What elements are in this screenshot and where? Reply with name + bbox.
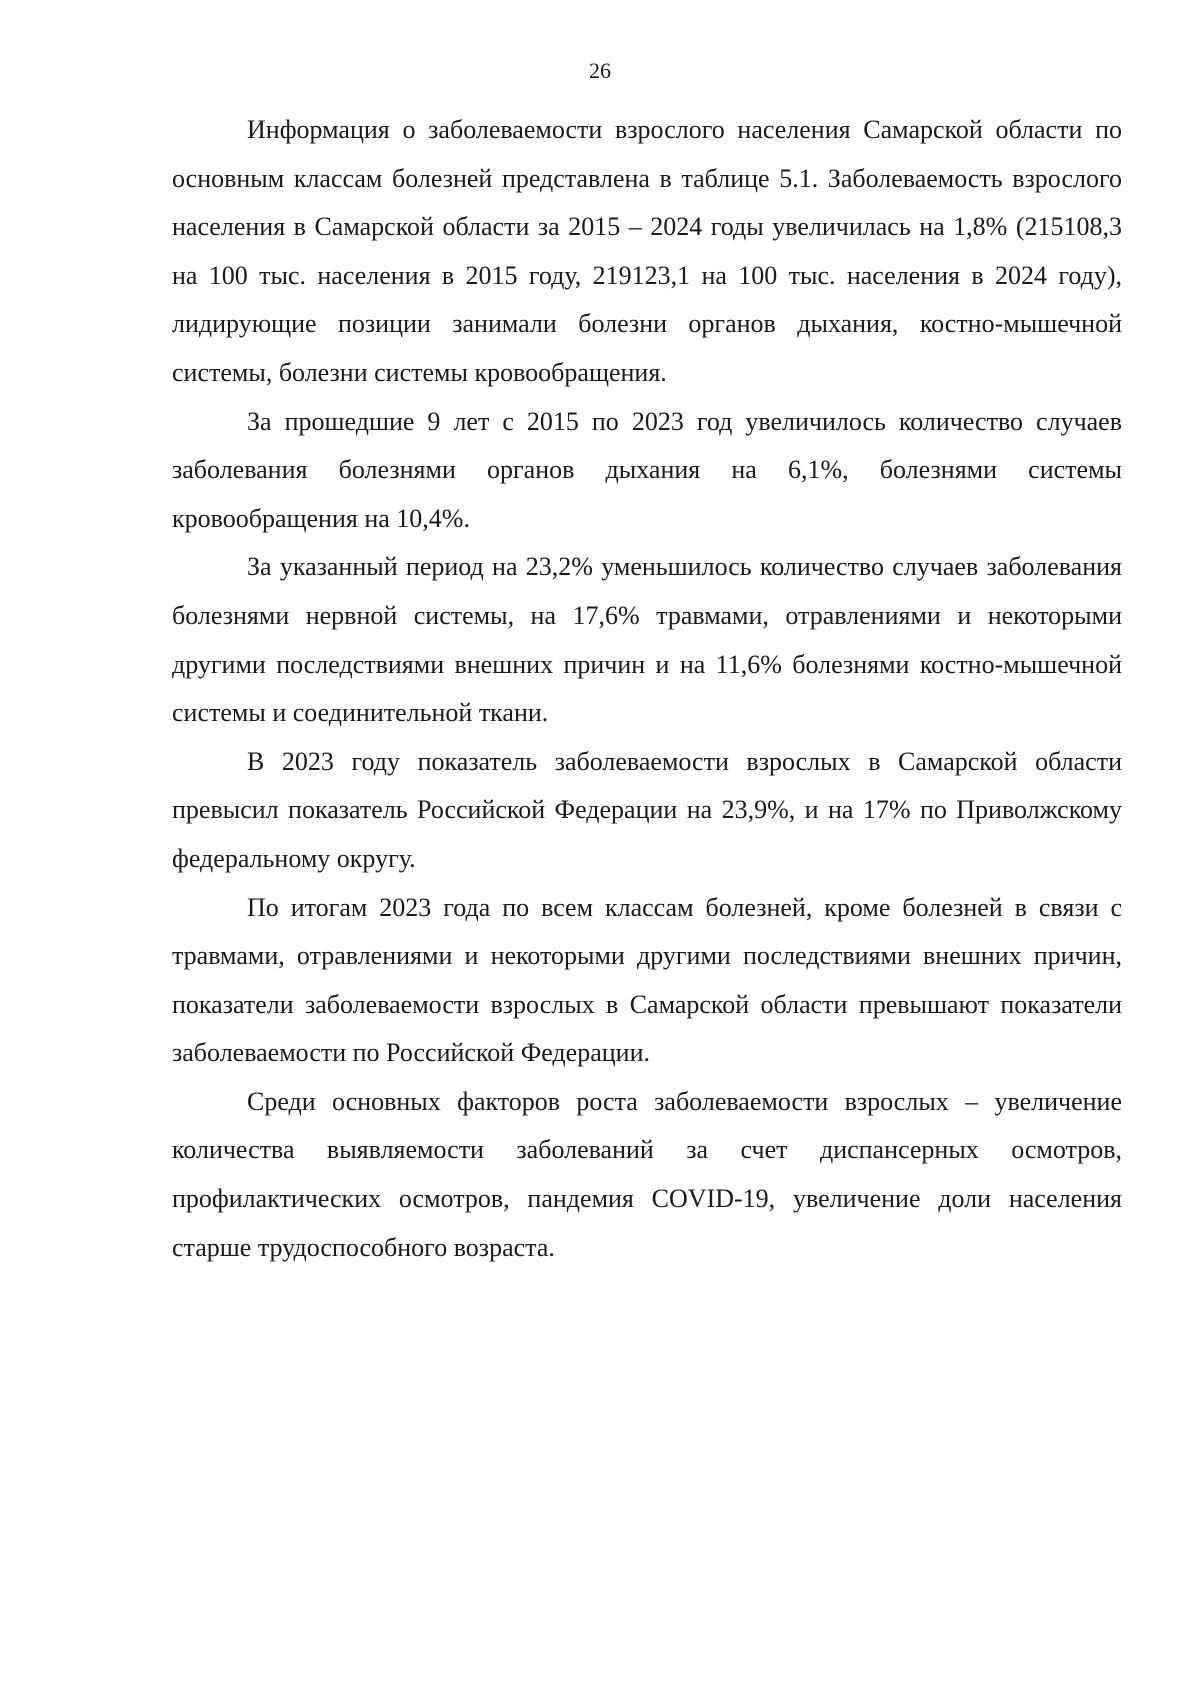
page-number: 26 bbox=[589, 58, 611, 83]
paragraph-2023-results: По итогам 2023 года по всем классам болезней, кроме болезней в связи с травмами, отравлениями и некоторыми другими последствиями внешних причин, показатели заболеваемости взрослых в Самарской области превышают показатели заболеваемости по Российской Федерации. bbox=[172, 892, 1122, 1068]
paragraph-decrease-cases: За указанный период на 23,2% уменьшилось количество случаев заболевания болезнями нервной системы, на 17,6% травмами, отравлениями и некоторыми другими последствиями внешних причин и на 11,6% болезнями костно-мышечной системы и соединительной ткани. bbox=[172, 552, 1122, 728]
paragraph-comparison-rf: В 2023 году показатель заболеваемости взрослых в Самарской области превысил показатель Российской Федерации на 23,9%, и на 17% по Приволжскому федеральному округу. bbox=[172, 746, 1122, 873]
paragraph-morbidity-overview: Информация о заболеваемости взрослого населения Самарской области по основным классам болезней представлена в таблице 5.1. Заболеваемость взрослого населения в Самарской области за 2015 – 2024 годы увеличилась на 1,8% (215108,3 на 100 тыс. населения в 2015 году, 219123,1 на 100 тыс. населения в 2024 году), лидирующие позиции занимали болезни органов дыхания, костно-мышечной системы, болезни системы кровообращения. bbox=[172, 115, 1122, 387]
paragraph-increase-cases: За прошедшие 9 лет с 2015 по 2023 год увеличилось количество случаев заболевания болезнями органов дыхания на 6,1%, болезнями системы кровообращения на 10,4%. bbox=[172, 406, 1122, 533]
body-text bbox=[172, 106, 1122, 1272]
paragraph-growth-factors: Среди основных факторов роста заболеваемости взрослых – увеличение количества выявляемости заболеваний за счет диспансерных осмотров, профилактических осмотров, пандемия COVID-19, увеличение доли населения старше трудоспособного возраста. bbox=[172, 1086, 1122, 1262]
